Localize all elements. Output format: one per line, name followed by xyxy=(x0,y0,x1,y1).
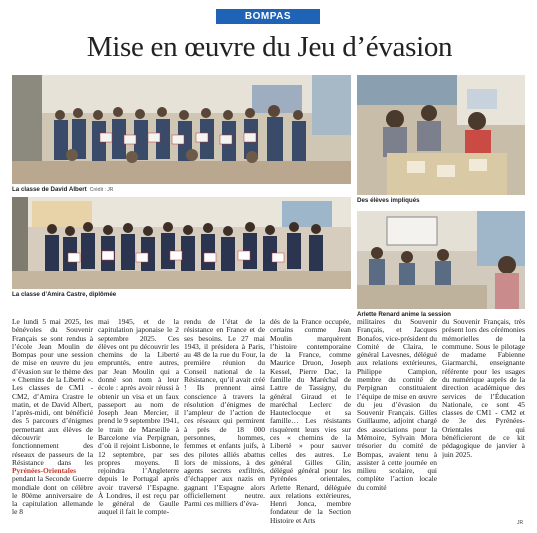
section-tag: BOMPAS xyxy=(216,9,320,24)
article-text: rendu de l’état de la résistance en France et de ses besoins. Le 27 mai 1943, il présidera à Paris, au 48 de la rue du Four, la première réunion du Conseil national de la Résistance, qu’il avait créé ! Ils prennent ainsi conscience à travers la résolution d’énigmes de l’ampleur de l’action de ces réseaux qui permirent à près de 18 000 personnes, hommes, femmes et enfants juifs, à des pilotes alliés abattus lors de missions, à des agents secrets exfiltrés, d’échapper aux nazis en gagnant l’Espagne alors officiellement neutre. Parmi ces milliers d’éva- xyxy=(184,318,265,509)
photo-credit: Crédit : JR xyxy=(89,187,114,193)
article-text: mai 1945, et de la capitulation japonaise le 2 septembre 2025. Ces élèves ont pu découvrir les chemins de la Liberté empruntés, entre autres, par Jean Moulin qui a donné son nom à leur école : après avoir réussi à obtenir un visa et un faux passeport au nom de Joseph Jean Mercier, il prend le 9 septembre 1941, le train de Marseille à Barcelone via Perpignan, d’où il rejoint Lisbonne, le 12 septembre, par ses propres moyens. Il rejoindra l’Angleterre depuis le Portugal après avoir traversé l’Espagne. À Londres, il est reçu par le général de Gaulle auquel il fait le compte- xyxy=(98,318,179,517)
article-text: du Souvenir Français, très présent lors des cérémonies mémorielles de la commune. Sous le pilotage de madame Fabienne Giarmarchi, enseignante référente pour les usages du numérique auprès de la direction académique des services de l’Éducation Nationale, ce sont 45 classes de CM1 - CM2 et de 3e des Pyrénées-Orientales qui bénéficieront de ce kit pédagogique de janvier à juin 2025. xyxy=(442,318,525,459)
caption-text: Des élèves impliqués xyxy=(357,197,420,204)
top-bar xyxy=(0,0,537,7)
caption-class-amira-castre xyxy=(12,291,116,299)
article-column-5 xyxy=(357,318,437,528)
photo-class-david-albert xyxy=(12,75,351,184)
author-mark: JR xyxy=(517,520,524,526)
photo-students-involved xyxy=(357,75,525,195)
article-text: Le lundi 5 mai 2025, les bénévoles du Souvenir Français se sont rendus à l’école Jean Moulin de Bompas pour une session de mise en œuvre du jeu d’évasion sur le thème des « Chemins de la Liberté ». Les classes de CM1 - CM2, d’Amira Crastre le matin, et de David Albert, l’après-midi, ont bénéficié des 5 parcours d’énigmes permettant aux élèves de découvrir le fonctionnement des réseaux de passeurs de la Résistance dans les xyxy=(12,318,93,467)
caption-students-involved xyxy=(357,197,420,205)
caption-text: La classe de David Albert xyxy=(12,186,87,193)
headline: Mise en œuvre du Jeu d’évasion xyxy=(86,31,453,63)
caption-text: La classe d’Amira Castre, diplômée xyxy=(12,291,117,298)
highlight-text: Pyrénées-Orientales xyxy=(12,466,77,476)
article-column-1 xyxy=(12,318,93,528)
article-column-2 xyxy=(98,318,179,528)
caption-class-david-albert xyxy=(12,186,113,194)
article-column-4 xyxy=(270,318,351,528)
article-paragraph xyxy=(12,318,93,517)
article-text: pendant la Seconde Guerre mondiale dont on célèbre le 80ème anniversaire de la capitulation allemande le 8 xyxy=(12,474,93,517)
photo-arlette-renard xyxy=(357,211,525,309)
article-text: militaires du Souvenir Français, et Jacques Bonafos, vice-président du Comité de Claira, le général Lavesnes, délégué aux relations extérieures, Philippe Campion, membre du comité de Perpignan constituaient l’équipe de mise en œuvre du jeu d’évasion du Souvenir Français. Gilles Guillaume, adjoint chargé des associations pour la Mémoire, Sylvain Mora trésorier du comité de Bompas, avaient tenu à assister à cette journée en milieu scolaire, qui complète l’action locale du comité xyxy=(357,318,437,492)
article-column-6 xyxy=(442,318,525,528)
photo-class-amira-castre xyxy=(12,197,351,289)
article-text: dés de la France occupée, certains comme Jean Moulin marquèrent l’histoire contemporaine de la France, comme Maurice Druon, Joseph Kessel, Pierre Dac, la famille du Maréchal de Lattre de Tassigny, du général Giraud et le maréchal Leclerc de Hauteclocque et sa famille… Les résistants risquèrent leurs vies sur ces « chemins de la Liberté » pour sauver celles des autres. Le général Gilles Glin, délégué général pour les Pyrénées orientales, Arlette Renard, déléguée aux relations extérieures, Henri Jonca, membre fondateur de la Section Histoire et Arts xyxy=(270,318,351,525)
article-column-3 xyxy=(184,318,265,528)
caption-text: Arlette Renard anime la session xyxy=(357,311,451,318)
